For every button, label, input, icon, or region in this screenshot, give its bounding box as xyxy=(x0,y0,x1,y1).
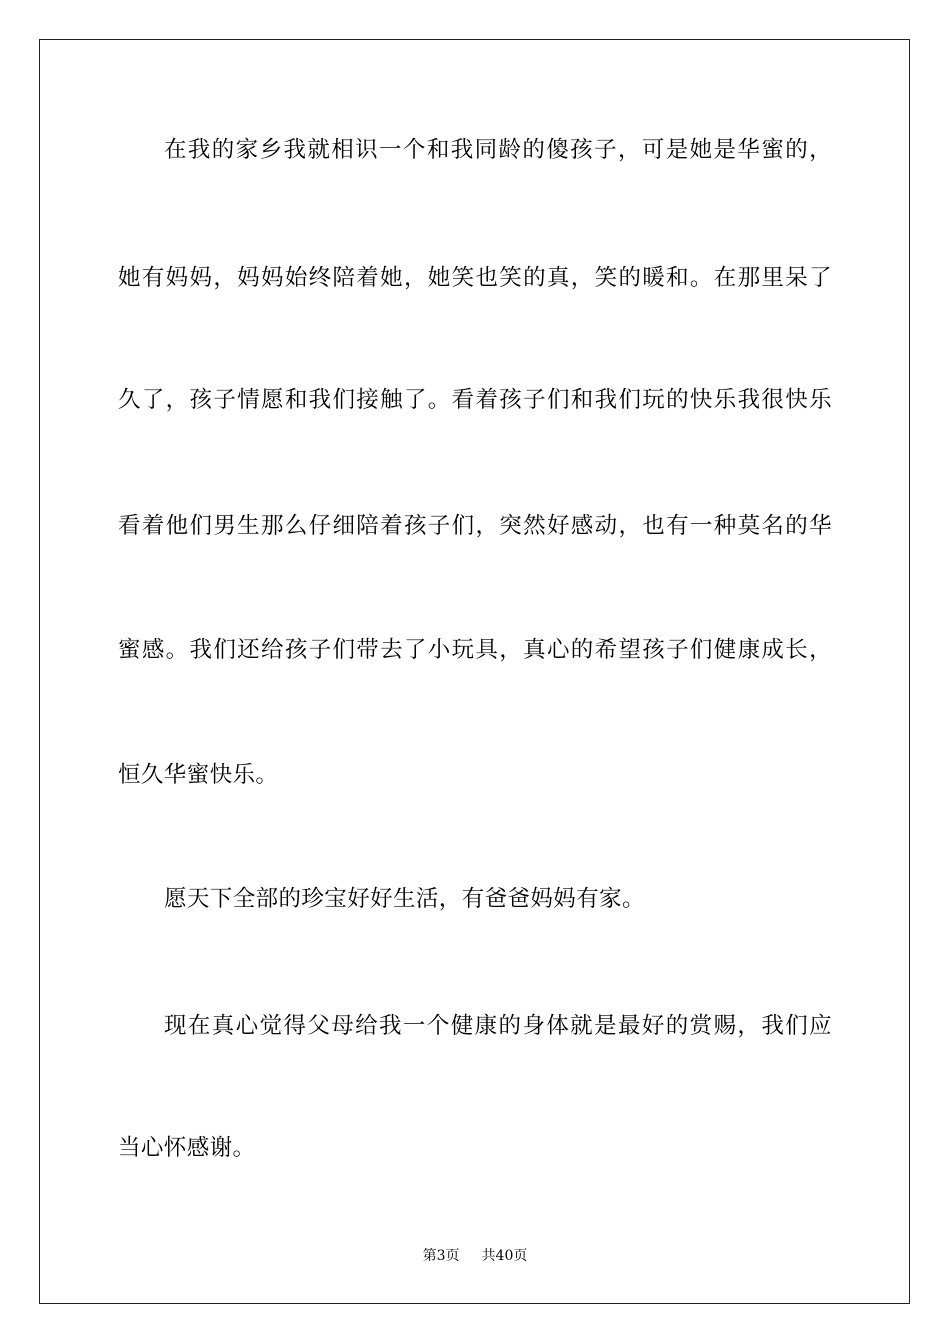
paragraph-1-line-1: 在我的家乡我就相识一个和我同龄的傻孩子，可是她是华蜜的， xyxy=(164,137,832,163)
paragraph-1-line-2: 她有妈妈，妈妈始终陪着她，她笑也笑的真，笑的暖和。在那里呆了 xyxy=(118,265,832,291)
page-border xyxy=(39,39,910,1304)
paragraph-1-line-4: 看着他们男生那么仔细陪着孩子们，突然好感动，也有一种莫名的华 xyxy=(118,513,832,539)
page-number-total: 共40页 xyxy=(481,1248,528,1264)
paragraph-2-line-1: 愿天下全部的珍宝好好生活，有爸爸妈妈有家。 xyxy=(164,886,645,912)
paragraph-1-line-6: 恒久华蜜快乐。 xyxy=(118,762,279,788)
page-number-current: 第3页 xyxy=(422,1248,460,1264)
paragraph-3-line-2: 当心怀感谢。 xyxy=(118,1135,256,1161)
paragraph-1-line-5: 蜜感。我们还给孩子们带去了小玩具，真心的希望孩子们健康成长， xyxy=(118,637,832,663)
paragraph-3-line-1: 现在真心觉得父母给我一个健康的身体就是最好的赏赐，我们应 xyxy=(164,1013,832,1039)
paragraph-1-line-3: 久了，孩子情愿和我们接触了。看着孩子们和我们玩的快乐我很快乐 xyxy=(118,387,832,413)
page-footer xyxy=(0,1247,950,1265)
